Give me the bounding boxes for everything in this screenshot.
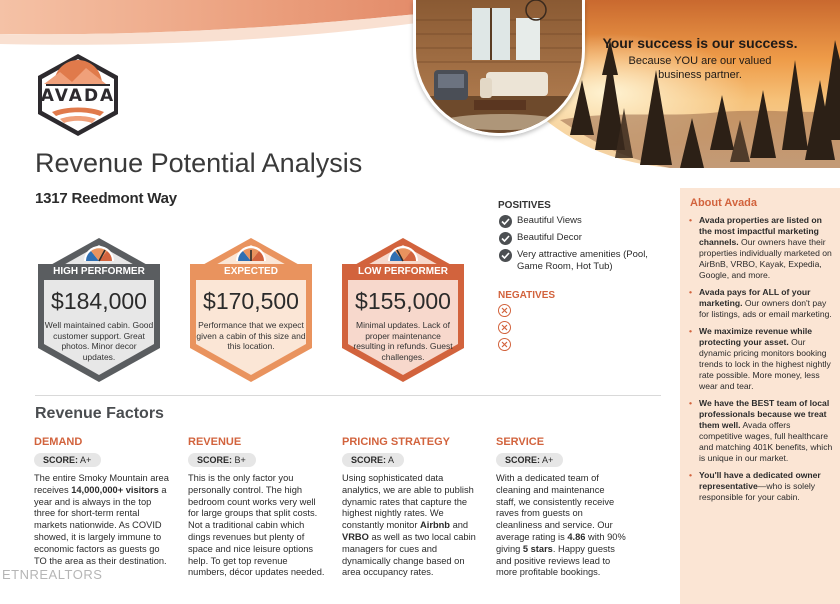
- about-item: • We maximize revenue while protecting your asset. Our dynamic pricing monitors booking trends to lock in the highest nightly rate possible. More money, less wear and tear.: [688, 326, 834, 392]
- factor-body: With a dedicated team of cleaning and maintenance staff, we consistently receive raves from guests on cleanliness and service. Our average rating is 4.86 with 90% giving 5 stars. Happy guests and positive reviews lead to more profitable bookings.: [496, 473, 626, 578]
- positive-item: Beautiful Decor: [499, 232, 669, 245]
- tagline: [600, 35, 800, 82]
- card-label: HIGH PERFORMER: [53, 266, 145, 277]
- positives-title: POSITIVES: [498, 200, 551, 211]
- card-description: Well maintained cabin. Good customer support. Great photos. Minor decor updates.: [44, 320, 154, 362]
- checkmark-icon: [499, 232, 512, 245]
- about-title: About Avada: [690, 197, 758, 209]
- card-low-performer: [338, 236, 468, 384]
- about-avada-sidebar: [680, 188, 840, 604]
- tagline-subtitle: Because YOU are our valued business partner.: [628, 55, 772, 81]
- watermark: ETNREALTORS: [2, 567, 103, 582]
- x-circle-icon: [498, 304, 511, 317]
- positive-item: Beautiful Views: [499, 215, 669, 228]
- factor-heading: PRICING STRATEGY: [342, 436, 450, 448]
- positive-item: Very attractive amenities (Pool, Game Room, Hot Tub): [499, 249, 669, 273]
- property-address: 1317 Reedmont Way: [35, 190, 177, 207]
- factor-body: This is the only factor you personally control. The high bedroom count works very well for large groups that split costs. Not a traditional cabin which dings revenues but plenty of space and nice leisure options help. To get top revenue numbers, décor updates needed.: [188, 473, 325, 578]
- card-high-performer: [34, 236, 164, 384]
- factor-heading: DEMAND: [34, 436, 83, 448]
- factor-heading: SERVICE: [496, 436, 545, 448]
- score-badge: SCORE: A+: [496, 453, 563, 467]
- gauge-icon: [82, 244, 116, 262]
- factor-service: [496, 436, 626, 579]
- factor-revenue: [188, 436, 328, 579]
- card-description: Minimal updates. Lack of proper maintenance resulting in refunds. Guest challenges.: [353, 320, 453, 362]
- factor-body: The entire Smoky Mountain area receives 14,000,000+ visitors a year and is always in the top three for short-term rental markets nationwide. As COVID showed, it is largely immune to economic factors as guests go TO the area as their destination.: [34, 473, 169, 566]
- factor-heading: REVENUE: [188, 436, 242, 448]
- card-amount: $170,500: [203, 288, 299, 314]
- factor-pricing-strategy: [342, 436, 478, 579]
- section-divider: [35, 395, 661, 396]
- x-circle-icon: [498, 338, 511, 351]
- negatives-title: NEGATIVES: [498, 290, 556, 301]
- factor-demand: [34, 436, 174, 567]
- card-description: Performance that we expect given a cabin of this size and this location.: [196, 320, 306, 351]
- score-badge: SCORE: A+: [34, 453, 101, 467]
- tagline-title: Your success is our success.: [602, 35, 798, 51]
- about-item: • We have the BEST team of local professionals because we treat them well. Avada offers competitive wages, full healthcare and matching 401K benefits, which is unique in our market.: [688, 398, 834, 464]
- about-item: • You'll have a dedicated owner representative—who is solely responsible for your cabin.: [688, 470, 834, 503]
- about-item: • Avada pays for ALL of your marketing. Our owners don't pay for listings, ads or email marketing.: [688, 287, 834, 320]
- positives-list: [499, 215, 669, 277]
- revenue-factors-title: Revenue Factors: [35, 405, 164, 422]
- card-label: LOW PERFORMER: [358, 266, 448, 277]
- score-badge: SCORE: B+: [188, 453, 256, 467]
- card-expected: [186, 236, 316, 384]
- x-circle-icon: [498, 321, 511, 334]
- about-list: [688, 215, 834, 509]
- card-amount: $184,000: [51, 288, 147, 314]
- card-amount: $155,000: [355, 288, 451, 314]
- logo-wordmark: AVADA: [40, 86, 116, 106]
- gauge-icon: [234, 244, 268, 262]
- page-title: Revenue Potential Analysis: [35, 148, 363, 178]
- gauge-icon: [386, 244, 420, 262]
- about-item: • Avada properties are listed on the most impactful marketing channels. Our owners have their properties individually marketed on AirBnB, VRBO, Kayak, Expedia, Google, and more.: [688, 215, 834, 281]
- negatives-list: [498, 304, 511, 355]
- checkmark-icon: [499, 249, 512, 262]
- card-label: EXPECTED: [224, 266, 278, 277]
- score-badge: SCORE: A: [342, 453, 404, 467]
- factor-body: Using sophisticated data analytics, we are able to publish dynamic rates that capture the highest nightly rates. We constantly monitor Airbnb and VRBO as well as two local cabin managers for cues and dynamically change based on area occupancy rates.: [342, 473, 476, 578]
- checkmark-icon: [499, 215, 512, 228]
